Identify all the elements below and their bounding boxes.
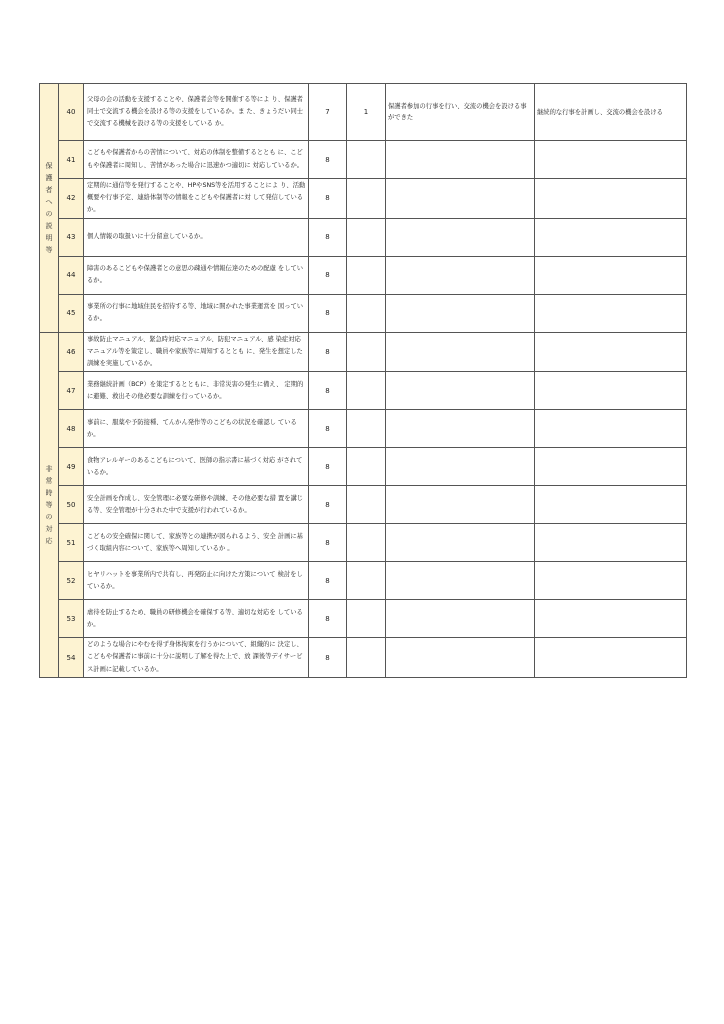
- item-question: こどもや保護者からの苦情について、対応の体制を整備するととも に、こどもや保護者に周知し、苦情があった場合に迅速かつ適切に 対応しているか。: [84, 141, 309, 179]
- improvement-cell: [535, 179, 687, 219]
- item-number: 45: [59, 294, 84, 332]
- improvement-cell: 継続的な行事を計画し、交流の機会を設ける: [535, 84, 687, 141]
- improvement-cell: [535, 294, 687, 332]
- item-question: 事前に、服薬や予防接種、てんかん発作等のこどもの状況を確認し ているか。: [84, 410, 309, 448]
- evaluation-table: [39, 83, 687, 678]
- count-cell: [347, 524, 386, 562]
- remark-cell: [386, 332, 535, 372]
- remark-cell: [386, 218, 535, 256]
- count-cell: [347, 410, 386, 448]
- remark-cell: [386, 486, 535, 524]
- improvement-cell: [535, 410, 687, 448]
- item-question: 虐待を防止するため、職員の研修機会を確保する等、適切な対応を しているか。: [84, 600, 309, 638]
- count-cell: [347, 218, 386, 256]
- remark-cell: [386, 448, 535, 486]
- count-cell: 8: [309, 600, 347, 638]
- remark-cell: [386, 372, 535, 410]
- count-cell: 8: [309, 332, 347, 372]
- item-number: 48: [59, 410, 84, 448]
- item-number: 51: [59, 524, 84, 562]
- item-question: ヒヤリハットを事業所内で共有し、再発防止に向けた方策について 検討をしているか。: [84, 562, 309, 600]
- table-row: [40, 372, 687, 410]
- table-row: [40, 332, 687, 372]
- item-number: 53: [59, 600, 84, 638]
- count-cell: [347, 294, 386, 332]
- remark-cell: [386, 256, 535, 294]
- remark-cell: [386, 179, 535, 219]
- improvement-cell: [535, 524, 687, 562]
- count-cell: [347, 256, 386, 294]
- item-question: 障害のあるこどもや保護者との意思の疎通や情報伝達のための配慮 をしているか。: [84, 256, 309, 294]
- remark-cell: [386, 410, 535, 448]
- count-cell: 8: [309, 410, 347, 448]
- remark-cell: [386, 638, 535, 678]
- category-char: の: [45, 512, 53, 521]
- table-row: [40, 256, 687, 294]
- category-char: 護: [45, 173, 53, 182]
- item-number: 40: [59, 84, 84, 141]
- count-cell: 8: [309, 562, 347, 600]
- count-cell: 1: [347, 84, 386, 141]
- count-cell: 8: [309, 638, 347, 678]
- improvement-cell: [535, 141, 687, 179]
- item-number: 41: [59, 141, 84, 179]
- category-char: 非: [45, 464, 53, 473]
- item-number: 42: [59, 179, 84, 219]
- item-question: こどもの安全確保に関して、家族等との連携が図られるよう、安全 計画に基づく取組内容について、家族等へ周知しているか 。: [84, 524, 309, 562]
- improvement-cell: [535, 638, 687, 678]
- category-char: 明: [45, 233, 53, 242]
- table-row: [40, 410, 687, 448]
- category-char: の: [45, 209, 53, 218]
- remark-cell: [386, 600, 535, 638]
- improvement-cell: [535, 448, 687, 486]
- category-char: 保: [45, 161, 53, 170]
- item-number: 52: [59, 562, 84, 600]
- remark-cell: [386, 141, 535, 179]
- count-cell: [347, 448, 386, 486]
- count-cell: 8: [309, 179, 347, 219]
- count-cell: [347, 638, 386, 678]
- remark-cell: [386, 294, 535, 332]
- category-label: [40, 84, 59, 333]
- improvement-cell: [535, 600, 687, 638]
- item-question: 食物アレルギーのあるこどもについて、医師の指示書に基づく対応 がされているか。: [84, 448, 309, 486]
- category-char: 常: [45, 476, 53, 485]
- item-number: 43: [59, 218, 84, 256]
- table-row: [40, 179, 687, 219]
- table-row: [40, 294, 687, 332]
- count-cell: [347, 141, 386, 179]
- count-cell: [347, 179, 386, 219]
- count-cell: 8: [309, 294, 347, 332]
- count-cell: 7: [309, 84, 347, 141]
- count-cell: 8: [309, 448, 347, 486]
- category-char: 対: [45, 524, 53, 533]
- item-question: 個人情報の取扱いに十分留意しているか。: [84, 218, 309, 256]
- improvement-cell: [535, 486, 687, 524]
- item-question: 父母の会の活動を支援することや、保護者会等を開催する等によ り、保護者同士で交流する機会を設ける等の支援をしているか。ま た、きょうだい同士で交流する機械を設ける等の支援をしている か。: [84, 84, 309, 141]
- count-cell: [347, 486, 386, 524]
- improvement-cell: [535, 256, 687, 294]
- count-cell: [347, 600, 386, 638]
- count-cell: 8: [309, 256, 347, 294]
- remark-cell: [386, 562, 535, 600]
- category-char: へ: [45, 197, 53, 206]
- remark-cell: [386, 524, 535, 562]
- table-row: [40, 486, 687, 524]
- count-cell: [347, 562, 386, 600]
- item-number: 44: [59, 256, 84, 294]
- count-cell: 8: [309, 524, 347, 562]
- item-question: 事故防止マニュアル、緊急時対応マニュアル、防犯マニュアル、感 染症対応マニュアル等を策定し、職員や家族等に周知するととも に、発生を想定した訓練を実施しているか。: [84, 332, 309, 372]
- category-char: 等: [45, 245, 53, 254]
- table-row: [40, 141, 687, 179]
- count-cell: 8: [309, 218, 347, 256]
- table-row: [40, 218, 687, 256]
- category-char: 時: [45, 488, 53, 497]
- count-cell: [347, 332, 386, 372]
- improvement-cell: [535, 372, 687, 410]
- category-label: [40, 332, 59, 677]
- item-number: 49: [59, 448, 84, 486]
- item-number: 46: [59, 332, 84, 372]
- table-row: [40, 84, 687, 141]
- table-row: [40, 638, 687, 678]
- table-row: [40, 562, 687, 600]
- improvement-cell: [535, 562, 687, 600]
- category-char: 応: [45, 536, 53, 545]
- item-number: 54: [59, 638, 84, 678]
- item-question: どのような場合にやむを得ず身体拘束を行うかについて、組織的に 決定し、こどもや保護者に事前に十分に説明し了解を得た上で、放 課後等デイサービス計画に記載しているか。: [84, 638, 309, 678]
- item-question: 事業所の行事に地域住民を招待する等、地域に開かれた事業運営を 図っているか。: [84, 294, 309, 332]
- category-char: 者: [45, 185, 53, 194]
- improvement-cell: [535, 332, 687, 372]
- item-question: 業務継続計画（BCP）を策定するとともに、非常災害の発生に備え、 定期的に避難、救出その他必要な訓練を行っているか。: [84, 372, 309, 410]
- table-row: [40, 524, 687, 562]
- table-row: [40, 600, 687, 638]
- count-cell: 8: [309, 372, 347, 410]
- item-number: 47: [59, 372, 84, 410]
- count-cell: 8: [309, 141, 347, 179]
- category-char: 等: [45, 500, 53, 509]
- improvement-cell: [535, 218, 687, 256]
- table-row: [40, 448, 687, 486]
- item-question: 定期的に通信等を発行することや、HPやSNS等を活用することによ り、活動概要や行事予定、連絡体制等の情報をこどもや保護者に対 して発信しているか。: [84, 179, 309, 219]
- remark-cell: 保護者参加の行事を行い、交流の機会を設ける事ができた: [386, 84, 535, 141]
- item-number: 50: [59, 486, 84, 524]
- count-cell: 8: [309, 486, 347, 524]
- item-question: 安全計画を作成し、安全管理に必要な研修や訓練、その他必要な措 置を講じる等、安全管理が十分された中で支援が行われているか。: [84, 486, 309, 524]
- count-cell: [347, 372, 386, 410]
- category-char: 説: [45, 221, 53, 230]
